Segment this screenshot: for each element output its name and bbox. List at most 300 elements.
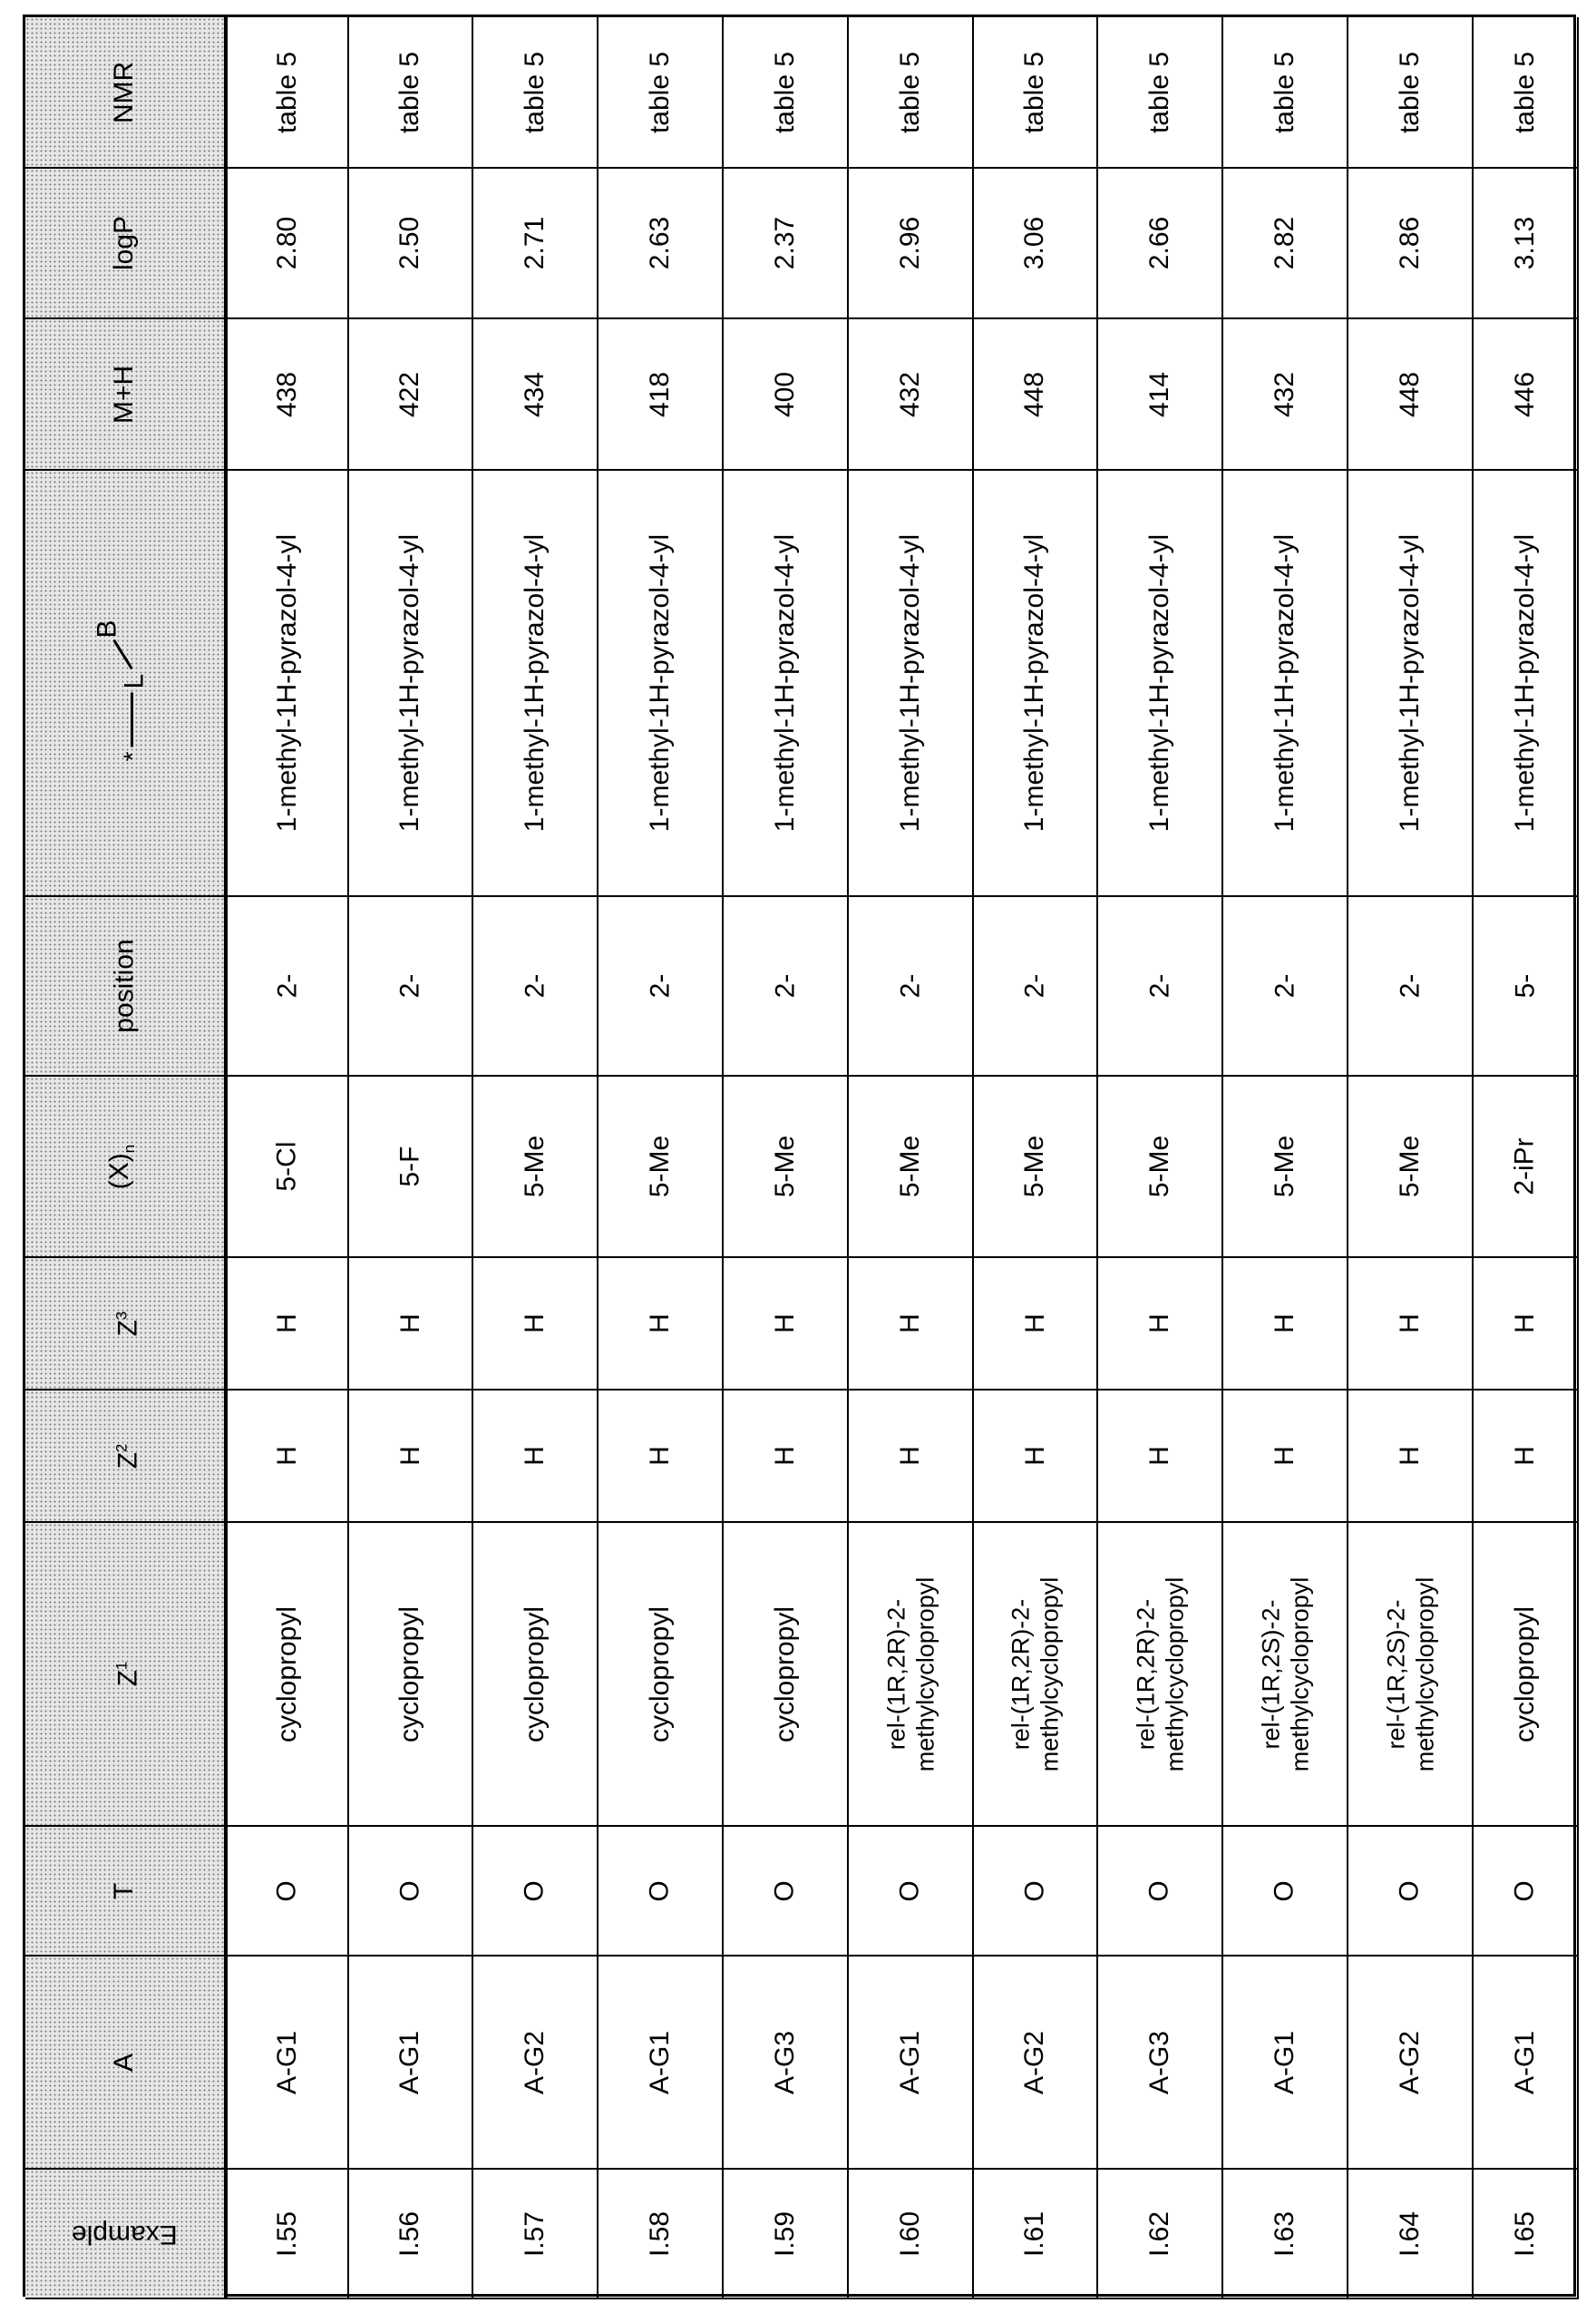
cell-nmr bbox=[598, 17, 724, 169]
cell-text: A-G1 bbox=[394, 2030, 425, 2094]
header-xn bbox=[25, 1077, 228, 1258]
cell-text: 5-Me bbox=[1019, 1135, 1050, 1198]
cell-xn bbox=[1098, 1077, 1223, 1258]
cell-text: H bbox=[1269, 1446, 1299, 1466]
cell-text: H bbox=[1394, 1446, 1425, 1466]
cell-t bbox=[974, 1827, 1098, 1957]
cell-example bbox=[349, 2170, 473, 2299]
cell-text: rel-(1R,2R)-2-methylcyclopropyl bbox=[1007, 1576, 1064, 1771]
cell-mh bbox=[473, 319, 598, 471]
cell-text: 2- bbox=[394, 973, 425, 999]
cell-text: 2.71 bbox=[519, 216, 550, 270]
cell-text: I.59 bbox=[769, 2210, 800, 2257]
cell-text: H bbox=[644, 1313, 675, 1333]
cell-text: 438 bbox=[272, 371, 302, 417]
header-label-text: Z bbox=[112, 1319, 142, 1336]
cell-text: 5-Cl bbox=[271, 1141, 302, 1192]
cell-logp bbox=[1348, 169, 1474, 319]
cell-text: O bbox=[1144, 1879, 1174, 1902]
cell-text: table 5 bbox=[644, 51, 675, 133]
header-z1 bbox=[25, 1523, 228, 1827]
cell-logp bbox=[473, 169, 598, 319]
cell-z2 bbox=[1474, 1391, 1579, 1523]
cell-xn bbox=[473, 1077, 598, 1258]
cell-z1 bbox=[974, 1523, 1098, 1827]
cell-text: 2- bbox=[895, 973, 925, 999]
cell-z3 bbox=[1223, 1258, 1348, 1391]
cell-text: H bbox=[394, 1446, 425, 1466]
cell-text: I.56 bbox=[394, 2210, 425, 2257]
cell-z1 bbox=[228, 1523, 349, 1827]
cell-text: 3.06 bbox=[1019, 216, 1050, 270]
header-label bbox=[109, 61, 140, 122]
cell-z2 bbox=[228, 1391, 349, 1523]
cell-mh bbox=[1474, 319, 1579, 471]
cell-position bbox=[349, 897, 473, 1077]
cell-a bbox=[349, 1957, 473, 2170]
cell-text: 448 bbox=[1019, 371, 1050, 417]
cell-logp bbox=[1474, 169, 1579, 319]
cell-a bbox=[974, 1957, 1098, 2170]
header-label-text: M+H bbox=[109, 365, 140, 424]
cell-text: 1-methyl-1H-pyrazol-4-yl bbox=[1144, 533, 1174, 833]
header-label-text: Z bbox=[112, 1670, 142, 1687]
cell-z2 bbox=[598, 1391, 724, 1523]
cell-text: 2.96 bbox=[894, 216, 925, 270]
cell-text: 2.63 bbox=[644, 216, 675, 270]
cell-text: H bbox=[1509, 1313, 1540, 1333]
cell-text: table 5 bbox=[394, 51, 425, 133]
cell-text: A-G2 bbox=[1395, 2030, 1425, 2094]
cell-text: 1-methyl-1H-pyrazol-4-yl bbox=[1395, 533, 1425, 833]
cell-text: H bbox=[769, 1313, 800, 1333]
header-label-text: T bbox=[109, 1882, 140, 1899]
cell-z1 bbox=[349, 1523, 473, 1827]
cell-example bbox=[228, 2170, 349, 2299]
cell-z2 bbox=[349, 1391, 473, 1523]
cell-z2 bbox=[849, 1391, 974, 1523]
cell-text: cyclopropyl bbox=[770, 1605, 800, 1742]
header-label bbox=[110, 365, 141, 423]
cell-text: 2- bbox=[1019, 973, 1050, 999]
cell-text: H bbox=[1019, 1446, 1050, 1466]
cell-text: A-G1 bbox=[1510, 2030, 1540, 2094]
cell-text: 1-methyl-1H-pyrazol-4-yl bbox=[895, 533, 925, 833]
cell-text: 2.37 bbox=[769, 216, 800, 270]
cell-text: H bbox=[644, 1446, 675, 1466]
cell-text: O bbox=[394, 1879, 425, 1902]
cell-position bbox=[598, 897, 724, 1077]
cell-text: H bbox=[1509, 1446, 1540, 1466]
cell-text: 2.80 bbox=[271, 216, 302, 270]
cell-t bbox=[598, 1827, 724, 1957]
header-label-text: logP bbox=[109, 215, 140, 271]
cell-text: table 5 bbox=[769, 51, 800, 133]
cell-example bbox=[1223, 2170, 1348, 2299]
cell-text: O bbox=[1510, 1879, 1540, 1902]
cell-text: 5-Me bbox=[1394, 1135, 1425, 1198]
cell-z3 bbox=[473, 1258, 598, 1391]
cell-lb bbox=[974, 471, 1098, 897]
cell-text: 1-methyl-1H-pyrazol-4-yl bbox=[520, 533, 550, 833]
header-label bbox=[110, 939, 141, 1032]
cell-text: table 5 bbox=[1269, 51, 1299, 133]
cell-logp bbox=[598, 169, 724, 319]
cell-text: 1-methyl-1H-pyrazol-4-yl bbox=[1019, 533, 1050, 833]
cell-t bbox=[1474, 1827, 1579, 1957]
cell-text: O bbox=[895, 1879, 925, 1902]
cell-text: cyclopropyl bbox=[394, 1605, 425, 1742]
cell-text: O bbox=[272, 1879, 302, 1902]
cell-z1 bbox=[598, 1523, 724, 1827]
cell-nmr bbox=[974, 17, 1098, 169]
cell-position bbox=[1223, 897, 1348, 1077]
cell-text: 5-Me bbox=[769, 1135, 800, 1198]
cell-lb bbox=[1098, 471, 1223, 897]
cell-text: table 5 bbox=[894, 51, 925, 133]
cell-text: O bbox=[520, 1879, 550, 1902]
cell-z3 bbox=[849, 1258, 974, 1391]
cell-mh bbox=[1348, 319, 1474, 471]
cell-nmr bbox=[849, 17, 974, 169]
header-label bbox=[109, 1882, 140, 1898]
cell-text: 1-methyl-1H-pyrazol-4-yl bbox=[272, 533, 302, 833]
cell-text: I.61 bbox=[1019, 2210, 1050, 2257]
cell-lb bbox=[598, 471, 724, 897]
cell-a bbox=[1223, 1957, 1348, 2170]
cell-z3 bbox=[228, 1258, 349, 1391]
cell-text: 400 bbox=[770, 371, 800, 417]
cell-t bbox=[228, 1827, 349, 1957]
header-label bbox=[106, 1443, 143, 1469]
cell-t bbox=[1348, 1827, 1474, 1957]
cell-text: I.55 bbox=[271, 2210, 302, 2257]
cell-example bbox=[473, 2170, 598, 2299]
cell-lb bbox=[349, 471, 473, 897]
cell-a bbox=[724, 1957, 849, 2170]
cell-text: 2-iPr bbox=[1510, 1137, 1540, 1195]
header-label-text: Example bbox=[72, 2219, 178, 2249]
cell-a bbox=[1474, 1957, 1579, 2170]
cell-text: table 5 bbox=[1509, 51, 1540, 133]
cell-z2 bbox=[1098, 1391, 1223, 1523]
cell-z3 bbox=[598, 1258, 724, 1391]
cell-t bbox=[1098, 1827, 1223, 1957]
cell-mh bbox=[598, 319, 724, 471]
cell-logp bbox=[974, 169, 1098, 319]
cell-text: 3.13 bbox=[1509, 216, 1540, 270]
cell-text: A-G1 bbox=[895, 2030, 925, 2094]
cell-lb bbox=[228, 471, 349, 897]
cell-text: 5-Me bbox=[1143, 1135, 1174, 1198]
cell-t bbox=[849, 1827, 974, 1957]
cell-xn bbox=[849, 1077, 974, 1258]
cell-a bbox=[1098, 1957, 1223, 2170]
header-label bbox=[106, 1311, 143, 1336]
cell-mh bbox=[1223, 319, 1348, 471]
header-mh bbox=[25, 319, 228, 471]
cell-mh bbox=[849, 319, 974, 471]
cell-z3 bbox=[1474, 1258, 1579, 1391]
cell-example bbox=[1098, 2170, 1223, 2299]
cell-example bbox=[598, 2170, 724, 2299]
header-subscript: n bbox=[121, 1144, 138, 1153]
cell-xn bbox=[228, 1077, 349, 1258]
cell-nmr bbox=[349, 17, 473, 169]
cell-text: 422 bbox=[394, 371, 425, 417]
cell-text: 2- bbox=[1144, 973, 1174, 999]
cell-xn bbox=[1348, 1077, 1474, 1258]
cell-xn bbox=[724, 1077, 849, 1258]
linker-l-b-structure-icon bbox=[68, 592, 181, 774]
header-nmr bbox=[25, 17, 228, 169]
cell-t bbox=[724, 1827, 849, 1957]
cell-mh bbox=[228, 319, 349, 471]
cell-position bbox=[1098, 897, 1223, 1077]
cell-text: 1-methyl-1H-pyrazol-4-yl bbox=[1270, 533, 1299, 833]
cell-z2 bbox=[724, 1391, 849, 1523]
cell-z3 bbox=[349, 1258, 473, 1391]
cell-t bbox=[473, 1827, 598, 1957]
cell-lb bbox=[1223, 471, 1348, 897]
cell-z1 bbox=[724, 1523, 849, 1827]
cell-text: 2- bbox=[520, 973, 550, 999]
header-label-text: Z bbox=[112, 1451, 142, 1469]
cell-text: A-G2 bbox=[1019, 2030, 1050, 2094]
cell-xn bbox=[974, 1077, 1098, 1258]
header-logp bbox=[25, 169, 228, 319]
cell-text: I.58 bbox=[644, 2210, 675, 2257]
cell-mh bbox=[1098, 319, 1223, 471]
header-superscript: 1 bbox=[112, 1661, 130, 1671]
cell-text: 446 bbox=[1510, 371, 1540, 417]
cell-text: 2.82 bbox=[1269, 216, 1299, 270]
cell-text: table 5 bbox=[271, 51, 302, 133]
cell-xn bbox=[598, 1077, 724, 1258]
cell-text: H bbox=[894, 1313, 925, 1333]
cell-text: rel-(1R,2R)-2-methylcyclopropyl bbox=[882, 1576, 939, 1771]
cell-logp bbox=[1223, 169, 1348, 319]
cell-z1 bbox=[849, 1523, 974, 1827]
cell-text: 434 bbox=[520, 371, 550, 417]
cell-z1 bbox=[1348, 1523, 1474, 1827]
cell-text: H bbox=[519, 1446, 550, 1466]
cell-position bbox=[974, 897, 1098, 1077]
cell-text: O bbox=[645, 1879, 675, 1902]
cell-logp bbox=[724, 169, 849, 319]
cell-text: 2.86 bbox=[1394, 216, 1425, 270]
header-label-text: NMR bbox=[109, 61, 140, 123]
cell-position bbox=[849, 897, 974, 1077]
cell-text: 414 bbox=[1144, 371, 1174, 417]
cell-text: 5-Me bbox=[894, 1135, 925, 1198]
cell-text: table 5 bbox=[519, 51, 550, 133]
header-lb bbox=[25, 471, 228, 897]
cell-text: O bbox=[770, 1879, 800, 1902]
cell-text: H bbox=[894, 1446, 925, 1466]
cell-text: I.57 bbox=[519, 2210, 550, 2257]
cell-t bbox=[1223, 1827, 1348, 1957]
cell-text: cyclopropyl bbox=[272, 1605, 302, 1742]
header-z3 bbox=[25, 1258, 228, 1391]
header-label bbox=[72, 2219, 178, 2249]
cell-text: I.65 bbox=[1509, 2210, 1540, 2257]
cell-xn bbox=[349, 1077, 473, 1258]
cell-z1 bbox=[1223, 1523, 1348, 1827]
cell-text: rel-(1R,2S)-2-methylcyclopropyl bbox=[1382, 1576, 1439, 1771]
cell-example bbox=[849, 2170, 974, 2299]
cell-text: 432 bbox=[895, 371, 925, 417]
cell-text: I.60 bbox=[894, 2210, 925, 2257]
cell-text: H bbox=[769, 1446, 800, 1466]
cell-text: A-G1 bbox=[645, 2030, 675, 2094]
cell-text: H bbox=[271, 1313, 302, 1333]
cell-example bbox=[1474, 2170, 1579, 2299]
header-superscript: 2 bbox=[112, 1443, 130, 1452]
cell-lb bbox=[1348, 471, 1474, 897]
cell-text: 2- bbox=[770, 973, 800, 999]
cell-text: 2- bbox=[1270, 973, 1299, 999]
cell-text: I.62 bbox=[1143, 2210, 1174, 2257]
cell-text: 5-F bbox=[394, 1146, 425, 1187]
header-label-text: (X) bbox=[104, 1152, 134, 1189]
cell-xn bbox=[1223, 1077, 1348, 1258]
cell-text: 1-methyl-1H-pyrazol-4-yl bbox=[770, 533, 800, 833]
cell-text: table 5 bbox=[1143, 51, 1174, 133]
cell-text: rel-(1R,2S)-2-methylcyclopropyl bbox=[1257, 1576, 1314, 1771]
cell-z1 bbox=[1098, 1523, 1223, 1827]
cell-z3 bbox=[974, 1258, 1098, 1391]
cell-text: 1-methyl-1H-pyrazol-4-yl bbox=[645, 533, 675, 833]
cell-z3 bbox=[1348, 1258, 1474, 1391]
cell-text: O bbox=[1270, 1879, 1299, 1902]
cell-nmr bbox=[1474, 17, 1579, 169]
cell-text: A-G1 bbox=[1270, 2030, 1299, 2094]
cell-z1 bbox=[473, 1523, 598, 1827]
cell-position bbox=[724, 897, 849, 1077]
cell-text: 2- bbox=[645, 973, 675, 999]
cell-t bbox=[349, 1827, 473, 1957]
cell-text: H bbox=[519, 1313, 550, 1333]
cell-nmr bbox=[1348, 17, 1474, 169]
cell-z2 bbox=[1348, 1391, 1474, 1523]
header-label bbox=[109, 216, 140, 270]
cell-lb bbox=[1474, 471, 1579, 897]
cell-mh bbox=[974, 319, 1098, 471]
cell-text: 1-methyl-1H-pyrazol-4-yl bbox=[394, 533, 425, 833]
cell-text: 5- bbox=[1510, 973, 1540, 999]
cell-text: cyclopropyl bbox=[520, 1605, 550, 1742]
cell-text: H bbox=[1019, 1313, 1050, 1333]
cell-a bbox=[228, 1957, 349, 2170]
compound-data-table bbox=[23, 15, 1576, 2297]
cell-text: 432 bbox=[1270, 371, 1299, 417]
cell-mh bbox=[724, 319, 849, 471]
cell-text: O bbox=[1395, 1879, 1425, 1902]
cell-nmr bbox=[724, 17, 849, 169]
cell-text: A-G3 bbox=[1144, 2030, 1174, 2094]
cell-z3 bbox=[1098, 1258, 1223, 1391]
cell-text: H bbox=[271, 1446, 302, 1466]
cell-logp bbox=[849, 169, 974, 319]
cell-lb bbox=[473, 471, 598, 897]
header-a bbox=[25, 1957, 228, 2170]
cell-text: table 5 bbox=[1019, 51, 1050, 133]
cell-logp bbox=[1098, 169, 1223, 319]
cell-xn bbox=[1474, 1077, 1579, 1258]
cell-a bbox=[598, 1957, 724, 2170]
cell-example bbox=[724, 2170, 849, 2299]
cell-a bbox=[473, 1957, 598, 2170]
cell-z2 bbox=[473, 1391, 598, 1523]
cell-text: 2.66 bbox=[1143, 216, 1174, 270]
cell-text: 5-Me bbox=[1269, 1135, 1299, 1198]
svg-text:*: * bbox=[118, 751, 146, 761]
cell-z2 bbox=[974, 1391, 1098, 1523]
cell-z2 bbox=[1223, 1391, 1348, 1523]
cell-text: 448 bbox=[1395, 371, 1425, 417]
cell-position bbox=[228, 897, 349, 1077]
cell-example bbox=[974, 2170, 1098, 2299]
cell-text: cyclopropyl bbox=[645, 1605, 675, 1742]
header-label bbox=[109, 2053, 140, 2071]
cell-logp bbox=[349, 169, 473, 319]
header-label bbox=[104, 1144, 145, 1188]
cell-text: 2- bbox=[1395, 973, 1425, 999]
cell-text: cyclopropyl bbox=[1510, 1605, 1540, 1742]
cell-z1 bbox=[1474, 1523, 1579, 1827]
cell-a bbox=[849, 1957, 974, 2170]
cell-text: H bbox=[1269, 1313, 1299, 1333]
header-label-text: A bbox=[109, 2053, 140, 2072]
cell-lb bbox=[849, 471, 974, 897]
cell-nmr bbox=[228, 17, 349, 169]
cell-nmr bbox=[1098, 17, 1223, 169]
cell-text: A-G3 bbox=[770, 2030, 800, 2094]
cell-position bbox=[1348, 897, 1474, 1077]
cell-mh bbox=[349, 319, 473, 471]
cell-text: I.64 bbox=[1394, 2210, 1425, 2257]
svg-text:B: B bbox=[92, 619, 122, 638]
header-superscript: 3 bbox=[112, 1311, 130, 1320]
cell-text: A-G2 bbox=[520, 2030, 550, 2094]
header-example bbox=[25, 2170, 228, 2299]
header-position bbox=[25, 897, 228, 1077]
cell-text: 418 bbox=[645, 371, 675, 417]
cell-text: H bbox=[1143, 1446, 1174, 1466]
cell-position bbox=[1474, 897, 1579, 1077]
cell-text: H bbox=[394, 1313, 425, 1333]
cell-text: 1-methyl-1H-pyrazol-4-yl bbox=[1510, 533, 1540, 833]
cell-text: I.63 bbox=[1269, 2210, 1299, 2257]
cell-text: H bbox=[1143, 1313, 1174, 1333]
cell-position bbox=[473, 897, 598, 1077]
cell-text: 2- bbox=[272, 973, 302, 999]
cell-logp bbox=[228, 169, 349, 319]
cell-z3 bbox=[724, 1258, 849, 1391]
header-z2 bbox=[25, 1391, 228, 1523]
cell-a bbox=[1348, 1957, 1474, 2170]
header-label bbox=[106, 1662, 143, 1687]
cell-nmr bbox=[1223, 17, 1348, 169]
cell-nmr bbox=[473, 17, 598, 169]
cell-text: A-G1 bbox=[272, 2030, 302, 2094]
cell-text: 5-Me bbox=[519, 1135, 550, 1198]
cell-text: table 5 bbox=[1394, 51, 1425, 133]
cell-text: H bbox=[1394, 1313, 1425, 1333]
cell-text: 2.50 bbox=[394, 216, 425, 270]
cell-text: O bbox=[1019, 1879, 1050, 1902]
